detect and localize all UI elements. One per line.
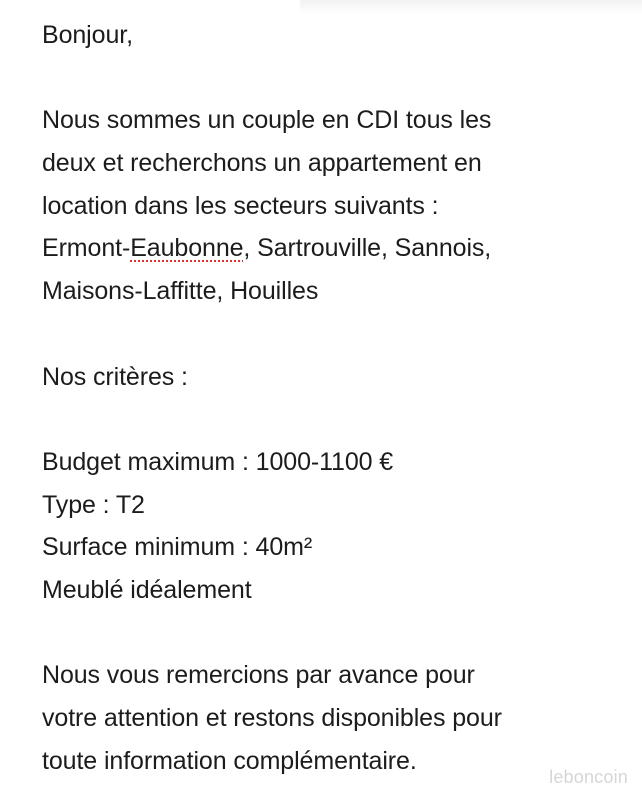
- blank-line: [42, 398, 622, 441]
- intro-line-5: Maisons-Laffitte, Houilles: [42, 277, 319, 306]
- criteria-heading: Nos critères :: [42, 362, 188, 391]
- blank-line: [42, 612, 622, 655]
- closing-line-2: votre attention et restons disponibles pour: [42, 704, 502, 732]
- greeting-text: Bonjour,: [42, 21, 133, 49]
- intro-line-3: location dans les secteurs suivants :: [42, 191, 439, 220]
- criteria-surface: Surface minimum : 40m²: [42, 533, 313, 562]
- leboncoin-watermark: leboncoin: [549, 767, 628, 787]
- city-list-continuation: , Sartrouville, Sannois,: [243, 234, 492, 263]
- criteria-furnished: Meublé idéalement: [42, 575, 252, 604]
- intro-line-2: deux et recherchons un appartement en: [42, 149, 482, 178]
- criteria-type: Type : T2: [42, 490, 145, 519]
- blank-line: [42, 313, 622, 356]
- closing-line-3: toute information complémentaire.: [42, 746, 417, 775]
- intro-line-1: Nous sommes un couple en CDI tous les: [42, 106, 492, 135]
- spellcheck-flagged-word[interactable]: Eaubonne: [130, 234, 244, 263]
- intro-line-4: [42, 227, 622, 270]
- top-edge-shadow: [300, 0, 642, 14]
- message-body: [42, 14, 622, 782]
- city-ermont-prefix: Ermont-: [42, 234, 131, 263]
- blank-line: [42, 57, 622, 100]
- criteria-budget: Budget maximum : 1000-1100 €: [42, 447, 394, 476]
- closing-line-1: Nous vous remercions par avance pour: [42, 661, 475, 690]
